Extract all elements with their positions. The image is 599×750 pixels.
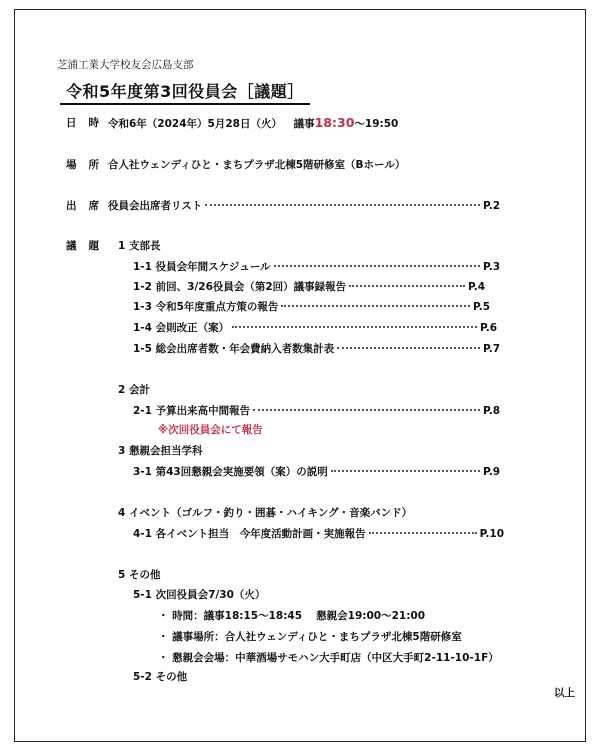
agenda-section-heading: 4 イベント（ゴルフ・釣り・囲碁・ハイキング・音楽バンド） [118, 507, 413, 519]
agenda-item [133, 321, 497, 335]
agenda-subitem: 5-2 その他 [133, 671, 188, 683]
meeting-date: 令和6年（2024年）5月28日（火） [108, 118, 282, 130]
agenda-section-heading: 2 会計 [118, 384, 150, 396]
session-end-time: ～19:50 [354, 118, 399, 130]
agenda-subitem: ・ 懇親会会場：中華酒場サモハン大手町店（中区大手町2-11-10-1F） [158, 652, 499, 664]
agenda-item-text: 1-1 役員会年間スケジュール [133, 261, 271, 273]
agenda-item-text: 1-5 総会出席者数・年会費納入者数集計表 [133, 343, 335, 355]
place-value: 合人社ウェンディひと・まちプラザ北棟5階研修室（Bホール） [108, 159, 406, 171]
page-ref: P.3 [482, 261, 500, 273]
attendance-label-char: 席 [88, 200, 99, 212]
agenda-subitem: 5-1 次回役員会7/30（火） [133, 589, 266, 601]
document-title: 令和5年度第3回役員会［議題］ [60, 82, 310, 105]
agenda-note: ※次回役員会にて報告 [158, 424, 263, 436]
place-label [66, 158, 99, 172]
page-ref: P.4 [467, 281, 485, 293]
agenda-item [133, 342, 500, 356]
agenda-subitem: ・ 議事場所：合人社ウェンディひと・まちプラザ北棟5階研修室 [158, 631, 462, 643]
page-ref: P.10 [479, 528, 504, 540]
attendance-text: 役員会出席者リスト [108, 200, 203, 212]
organization-name: 芝浦工業大学校友会広島支部 [57, 59, 194, 71]
agenda-item-text: 1-2 前回、3/26役員会（第2回）議事録報告 [133, 281, 347, 293]
page-ref: P.9 [482, 466, 500, 478]
leader-dots [337, 347, 480, 349]
agenda-subitem: ・ 時間：議事18:15～18:45 懇親会19:00～21:00 [158, 610, 426, 622]
page-ref: P.2 [482, 200, 500, 212]
session-label: 議事 [293, 118, 315, 130]
place-label-char: 所 [88, 159, 99, 171]
agenda-label-char: 議 [66, 240, 77, 252]
leader-dots [331, 470, 480, 472]
page-ref: P.5 [472, 301, 490, 313]
date-value [108, 116, 398, 131]
attendance-label [66, 199, 99, 213]
agenda-section-heading: 1 支部長 [118, 240, 161, 252]
agenda-label-char: 題 [88, 240, 99, 252]
agenda-item [133, 527, 504, 541]
closing-mark: 以上 [554, 687, 575, 699]
page-ref: P.7 [482, 343, 500, 355]
leader-dots [369, 532, 477, 534]
agenda-item [133, 300, 490, 314]
leader-dots [232, 326, 477, 328]
agenda-item [133, 280, 485, 294]
date-label-char: 時 [88, 117, 99, 129]
leader-dots [281, 305, 470, 307]
leader-dots [205, 204, 480, 206]
leader-dots [349, 285, 465, 287]
place-label-char: 場 [66, 159, 77, 171]
agenda-item [133, 260, 500, 274]
agenda-item [133, 404, 500, 418]
attendance-label-char: 出 [66, 200, 77, 212]
agenda-item-text: 2-1 予算出来高中間報告 [133, 405, 251, 417]
session-start-time: 18:30 [314, 115, 355, 130]
agenda-label [66, 239, 99, 253]
date-label-char: 日 [66, 117, 77, 129]
agenda-section-heading: 5 その他 [118, 569, 161, 581]
agenda-item-text: 1-3 令和5年度重点方策の報告 [133, 301, 279, 313]
leader-dots [253, 409, 480, 411]
page-ref: P.8 [482, 405, 500, 417]
agenda-item-text: 4-1 各イベント担当 今年度活動計画・実施報告 [133, 528, 366, 540]
agenda-item [133, 465, 500, 479]
date-label [66, 116, 99, 130]
agenda-section-heading: 3 懇親会担当学科 [118, 445, 203, 457]
leader-dots [274, 265, 480, 267]
attendance-row [108, 199, 500, 213]
agenda-item-text: 1-4 会則改正（案） [133, 322, 230, 334]
page-ref: P.6 [479, 322, 497, 334]
agenda-item-text: 3-1 第43回懇親会実施要領（案）の説明 [133, 466, 328, 478]
